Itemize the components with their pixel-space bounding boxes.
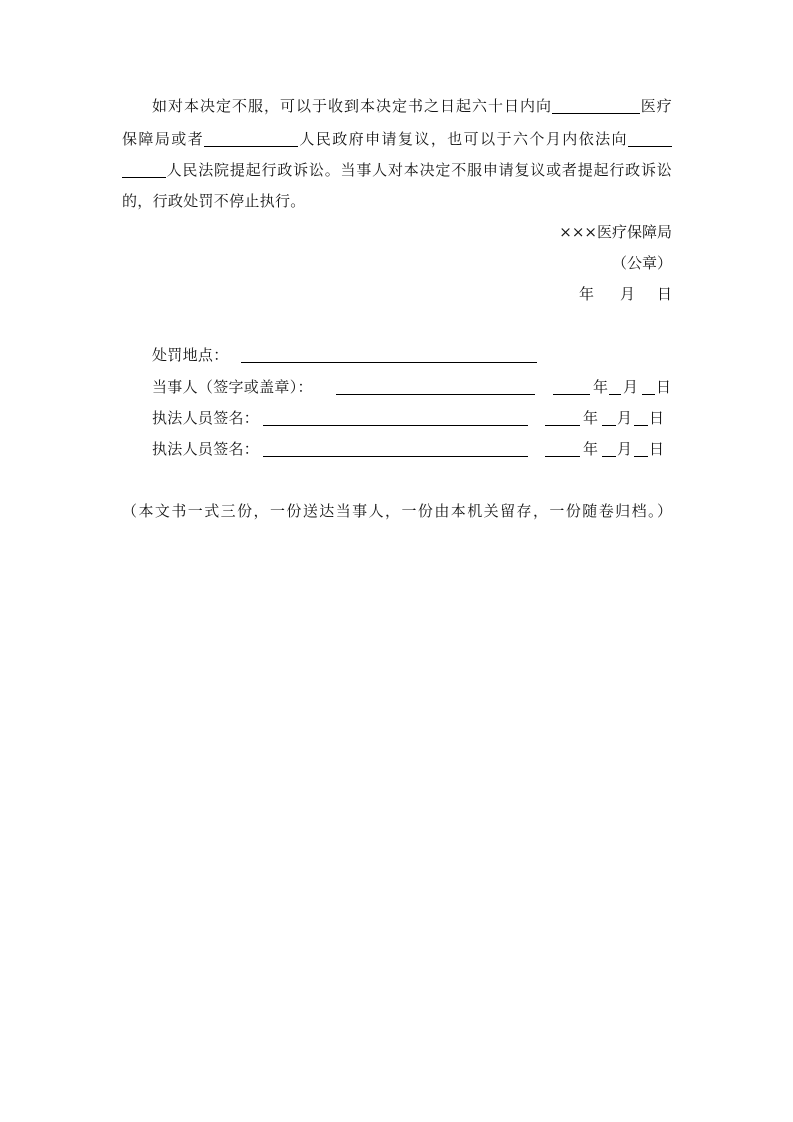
officer-date-month-label: 月 <box>617 409 633 427</box>
blank-medical-bureau-name <box>552 99 640 114</box>
copies-distribution-note: （本文书一式三份，一份送达当事人，一份由本机关留存，一份随卷归档。） <box>122 502 672 520</box>
appeal-text-line-3: 人民法院提起行政诉讼。当事人对本决定不服申请复议或者提起行政诉讼 <box>166 161 672 179</box>
appeal-text-line-4: 的，行政处罚不停止执行。 <box>122 192 306 210</box>
blank-government-name <box>204 132 298 147</box>
issue-date-month-label: 月 <box>620 285 636 303</box>
officer-signature-line <box>263 425 528 426</box>
party-date-year-blank <box>553 394 590 395</box>
officer-date-year-label: 年 <box>583 440 599 458</box>
officer-date-month-blank <box>602 456 616 457</box>
official-seal-note: （公章） <box>611 254 672 272</box>
party-date-day-blank <box>642 394 655 395</box>
form-row-party-signature <box>0 372 793 403</box>
officer-date-year-label: 年 <box>583 409 599 427</box>
blank-court-name-part-1 <box>628 132 672 147</box>
form-row-officer-signature-2 <box>0 434 793 465</box>
officer-signature-line <box>263 456 528 457</box>
officer-date-day-label: 日 <box>649 440 665 458</box>
appeal-text-line-2-head: 保障局或者 <box>122 130 205 148</box>
party-date-day-label: 日 <box>656 378 672 396</box>
form-row-penalty-location <box>0 340 793 371</box>
issue-date-year-label: 年 <box>579 285 595 303</box>
appeal-text-line-2: 人民政府申请复议，也可以于六个月内依法向 <box>298 130 628 148</box>
party-signature-line <box>336 394 535 395</box>
penalty-location-label: 处罚地点： <box>152 346 229 364</box>
appeal-text-line-1: 如对本决定不服，可以于收到本决定书之日起六十日内向 <box>152 97 552 115</box>
party-date-year-label: 年 <box>593 378 609 396</box>
party-date-month-blank <box>609 394 621 395</box>
appeal-paragraph-line-3 <box>122 155 672 186</box>
officer-date-year-blank <box>545 425 580 426</box>
officer-date-day-label: 日 <box>649 409 665 427</box>
blank-court-name-part-2 <box>122 163 166 178</box>
issuing-authority: ×××医疗保障局 <box>559 223 672 241</box>
officer-date-year-blank <box>545 456 580 457</box>
appeal-text-line-1-tail: 医疗 <box>639 97 672 115</box>
appeal-paragraph-line-1 <box>122 91 672 122</box>
officer-signature-label: 执法人员签名： <box>152 440 260 458</box>
officer-date-month-blank <box>602 425 616 426</box>
officer-signature-label: 执法人员签名： <box>152 409 260 427</box>
officer-date-month-label: 月 <box>617 440 633 458</box>
officer-date-day-blank <box>634 456 648 457</box>
penalty-location-line <box>241 362 537 363</box>
party-signature-label: 当事人（签字或盖章）： <box>152 378 313 396</box>
party-date-month-label: 月 <box>623 378 639 396</box>
appeal-paragraph-line-2 <box>122 124 672 155</box>
form-row-officer-signature-1 <box>0 403 793 434</box>
officer-date-day-blank <box>634 425 648 426</box>
issue-date <box>0 279 793 310</box>
appeal-paragraph-line-4 <box>122 186 672 217</box>
issue-date-day-label: 日 <box>657 285 673 303</box>
